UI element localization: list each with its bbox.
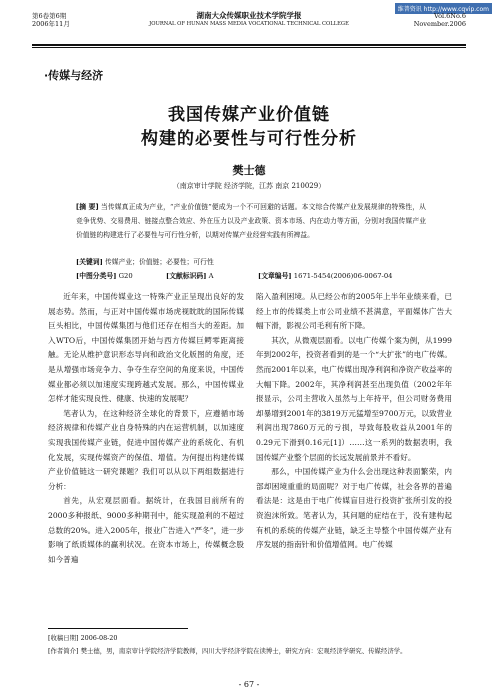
section-label: ·传媒与经济: [44, 69, 104, 82]
received-date: [收稿日期] 2006-08-20: [48, 634, 118, 642]
body-paragraph: 笔者认为，在这种经济全球化的背景下，应遵循市场经济规律和传媒产业自身特殊的内在运营机制，以加速度实现我国传媒产业链，促进中国传媒产业的系统化、有机化发展，实现传媒资产的保值、增值。为何提出构建传媒产业价值链这一研究课题？我们可以从以下两组数据进行分析：: [48, 408, 244, 491]
author-affiliation: （南京审计学院 经济学院，江苏 南京 210029）: [172, 182, 326, 190]
footnote-rule: [48, 628, 188, 629]
journal-title-cn: 湖南大众传媒职业技术学院学报: [196, 11, 302, 20]
body-paragraph: 陷入盈利困境。从已经公布的2005年上半年业绩来看，已经上市的传媒类上市公司业绩不甚满意，平面媒体广告大幅下滑，影视公司毛利有所下降。: [256, 292, 452, 331]
running-header: [32, 12, 466, 42]
page-number: - 67 -: [238, 680, 260, 689]
body-right-column: [256, 290, 452, 553]
clc-value: G20: [118, 272, 133, 280]
abstract-text: 当传媒真正成为产业，“产业价值链”便成为一个不可回避的话题。本文综合传媒产业发展规律的特殊性，从竞争优势、交易费用、链接点整合效应、外在压力以及产业政策、资本市场、内在动力等方面，分别对我国传媒产业价值链的构建进行了必要性与可行性分析，以期对传媒产业经营实践有所裨益。: [76, 203, 426, 239]
watermark: 维普资讯 http://www.cqvip.com: [395, 3, 492, 14]
doc-label: [文献标识码]: [166, 272, 207, 280]
header-right: [414, 12, 466, 28]
header-rule-thick: [32, 44, 466, 46]
keywords: [76, 256, 214, 266]
body-paragraph: 首先，从宏观层面看。据统计，在我国目前所有的2000多种报纸、9000多种期刊中，能实现盈利的不超过总数的20%。进入2005年，报业广告进入“严冬”，进一步影响了纸质媒体的赢利状况。在资本市场上，传媒概念股如今普遍: [48, 496, 244, 564]
abstract: [76, 200, 426, 242]
volume-cn: 第6卷第6期: [32, 12, 67, 20]
article-title-line1: 我国传媒产业价值链: [168, 105, 330, 125]
body-paragraph: 其次，从微观层面看。以电广传媒个案为例，从1999年到2002年，投资者看到的是一个“大扩张”的电广传媒。然而2001年以来，电广传媒出现净利润和净资产收益率的大幅下降。2002年，其净利润甚至出现负值（2002年年报显示，公司主营收入虽然与上年持平，但公司财务费用却暴增到2001年的3819万元猛增至9700万元，以致营业利润出现7860万元的亏损，导致每股收益从2001年的0.29元下滑到0.16元[1]）……这一系列的数据表明，我国传媒产业整个层面的长远发展前景并不看好。: [256, 335, 452, 462]
article-label: [文章编号]: [258, 272, 292, 280]
body-paragraph: 那么，中国传媒产业为什么会出现这种表面繁荣，内部却困境重重的局面呢？对于电广传媒，社会各界的普遍看法是：这是由于电广传媒盲目进行投资扩张所引发的投资泡沫所致。笔者认为，其问题的症结在于，没有建构起有机的系统的传媒产业链，缺乏主导整个中国传媒产业有序发展的指南针和价值增值网。电广传媒: [256, 467, 452, 550]
article-number: [258, 270, 392, 280]
doc-value: A: [208, 272, 214, 280]
header-center: [32, 12, 466, 28]
date-cn: 2006年11月: [32, 20, 70, 28]
author-bio: [作者简介] 樊士德，男，南京审计学院经济学院教师，四川大学经济学院在读博士，研究方向：宏观经济学研究、传媒经济学。: [48, 647, 407, 655]
keywords-label: [关键词]: [76, 258, 103, 266]
keywords-text: 传媒产业；价值链；必要性；可行性: [105, 258, 214, 266]
volume-en: Vol.6No.6: [434, 12, 466, 20]
clc-label: [中图分类号]: [76, 272, 117, 280]
journal-title-en: JOURNAL OF HUNAN MASS MEDIA VOCATIONAL TECHNICAL COLLEGE: [149, 21, 349, 27]
clc-number: [76, 270, 133, 280]
body-paragraph: 近年来，中国传媒业这一特殊产业正呈现出良好的发展态势。然而，与正对中国传媒市场虎视眈眈的国际传媒巨头相比，中国传媒集团与他们还存在相当大的差距。加入WTO后，中国传媒集团开始与西方传媒巨鳄零距离接触。无论从维护意识形态导向和政治文化版图的角度，还是从增强市场竞争力、争夺生存空间的角度来说，中国传媒业都必须以加速度实现跨越式发展。那么，中国传媒业怎样才能实现良性、健康、快速的发展呢？: [48, 292, 244, 404]
abstract-label: [摘 要]: [76, 203, 99, 211]
header-rule-thin: [32, 47, 466, 48]
doc-code: [166, 270, 214, 280]
article-value: 1671-5454(2006)06-0067-04: [293, 272, 393, 280]
date-en: November.2006: [413, 20, 466, 28]
article-title-line2: 构建的必要性与可行性分析: [141, 129, 357, 149]
body-left-column: [48, 290, 244, 567]
author-name: 樊士德: [232, 164, 266, 177]
